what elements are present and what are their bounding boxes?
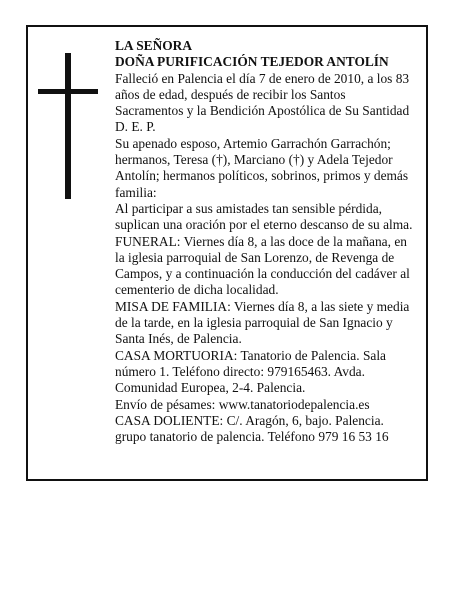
- death-details-line: años de edad, después de recibir los Santos: [115, 86, 346, 102]
- latin-cross-icon: [38, 53, 104, 199]
- funeral-line: Campos, y a continuación la conducción del cadáver al: [115, 266, 410, 282]
- request-line: suplican una oración por el eterno descanso de su alma.: [115, 217, 413, 233]
- notice-text: [115, 38, 420, 445]
- mortuary-line: número 1. Teléfono directo: 979165463. Avda.: [115, 363, 365, 379]
- family-home-line: CASA DOLIENTE: C/. Aragón, 6, bajo. Palencia.: [115, 412, 384, 428]
- family-line: hermanos, Teresa (†), Marciano (†) y Adela Tejedor: [115, 152, 393, 168]
- request-line: Al participar a sus amistades tan sensible pérdida,: [115, 200, 382, 216]
- family-line: Antolín; hermanos políticos, sobrinos, primos y demás: [115, 168, 409, 184]
- death-details-line: Sacramentos y la Bendición Apostólica de Su Santidad: [115, 103, 410, 119]
- family-mass-line: de la tarde, en la iglesia parroquial de San Ignacio y: [115, 315, 393, 331]
- obituary-notice: [26, 25, 428, 481]
- funeral-line: la iglesia parroquial de San Lorenzo, de Revenga de: [115, 249, 395, 265]
- death-details-line: Falleció en Palencia el día 7 de enero de 2010, a los 83: [115, 70, 410, 86]
- family-mass-line: Santa Inés, de Palencia.: [115, 331, 242, 347]
- deceased-name: DOÑA PURIFICACIÓN TEJEDOR ANTOLÍN: [115, 54, 389, 70]
- notice-title-line: LA SEÑORA: [115, 38, 193, 53]
- funeral-home-contact-line: grupo tanatorio de palencia. Teléfono 979 16 53 16: [115, 429, 389, 445]
- family-line: familia:: [115, 184, 157, 200]
- mortuary-line: Comunidad Europea, 2-4. Palencia.: [115, 380, 306, 396]
- family-mass-line: MISA DE FAMILIA: Viernes día 8, a las siete y media: [115, 298, 410, 314]
- funeral-line: FUNERAL: Viernes día 8, a las doce de la mañana, en: [115, 233, 407, 249]
- funeral-line: cementerio de dicha localidad.: [115, 282, 279, 298]
- mortuary-line: CASA MORTUORIA: Tanatorio de Palencia. Sala: [115, 347, 386, 363]
- family-line: Su apenado esposo, Artemio Garrachón Garrachón;: [115, 135, 391, 151]
- rip-line: D. E. P.: [115, 119, 156, 135]
- condolences-line: Envío de pésames: www.tanatoriodepalencia.es: [115, 396, 370, 412]
